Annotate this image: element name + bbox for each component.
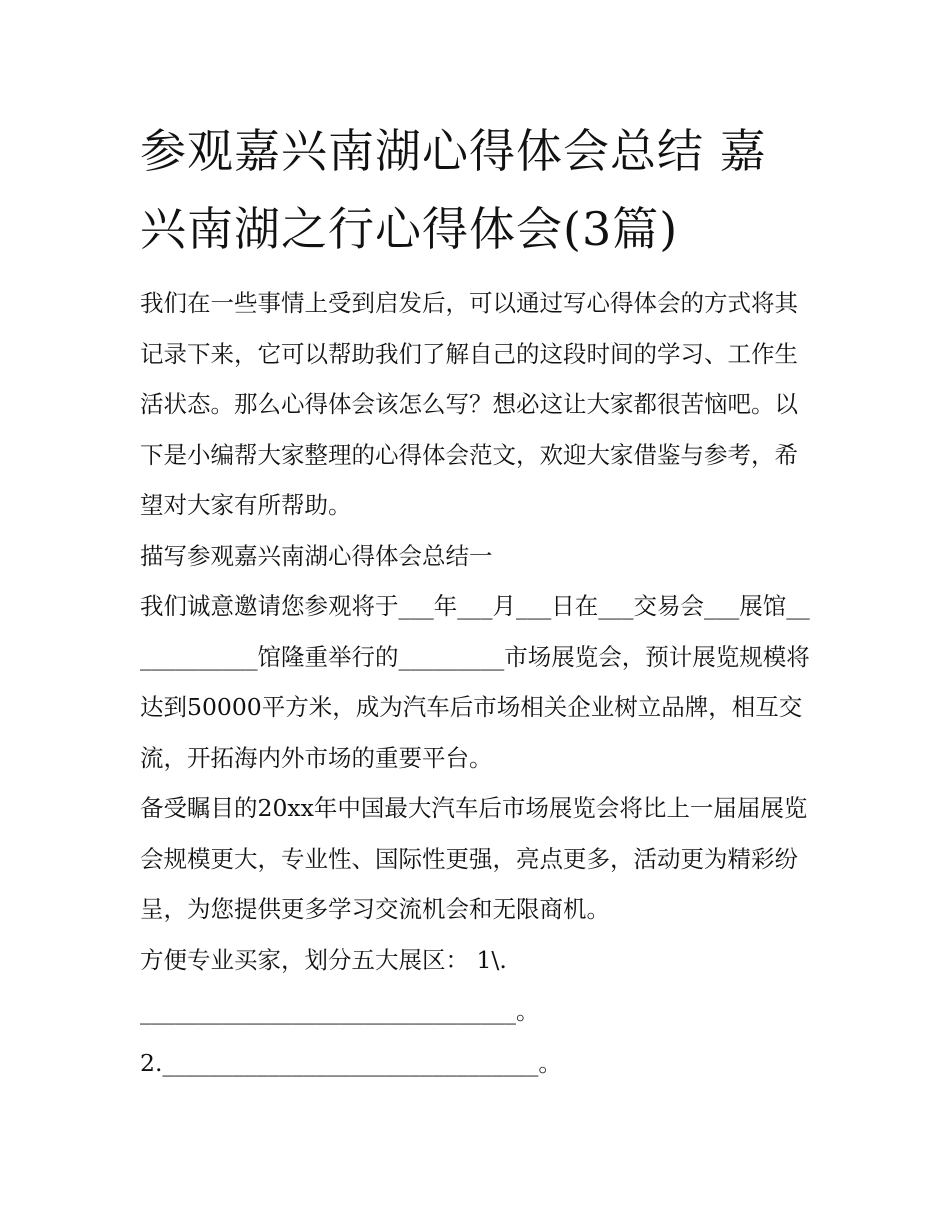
zone-1-blank: ________________________________。 bbox=[140, 997, 540, 1025]
document-page bbox=[140, 112, 812, 1089]
section-heading: 描写参观嘉兴南湖心得体会总结一 bbox=[140, 541, 493, 570]
document-title: 参观嘉兴南湖心得体会总结 嘉兴南湖之行心得体会(3篇) bbox=[140, 124, 767, 256]
invitation-paragraph: 我们诚意邀请您参观将于___年___月___日在___交易会___展馆____________馆隆重举行的_________市场展览会，预计展览规模将达到50000平方米，成为汽车后市场相关企业树立品牌，相互交流，开拓海内外市场的重要平台。 bbox=[140, 592, 810, 772]
intro-paragraph: 我们在一些事情上受到启发后，可以通过写心得体会的方式将其记录下来，它可以帮助我们了解自己的这段时间的学习、工作生活状态。那么心得体会该怎么写？想必这让大家都很苦恼吧。以下是小编帮大家整理的心得体会范文，欢迎大家借鉴与参考，希望对大家有所帮助。 bbox=[140, 289, 798, 519]
zone-2-blank: 2.________________________________。 bbox=[140, 1049, 562, 1077]
exhibition-paragraph: 备受瞩目的20xx年中国最大汽车后市场展览会将比上一届届展览会规模更大，专业性、国际性更强，亮点更多，活动更为精彩纷呈，为您提供更多学习交流机会和无限商机。 bbox=[140, 794, 808, 923]
zones-paragraph: 方便专业买家，划分五大展区： 1\. bbox=[140, 945, 507, 974]
